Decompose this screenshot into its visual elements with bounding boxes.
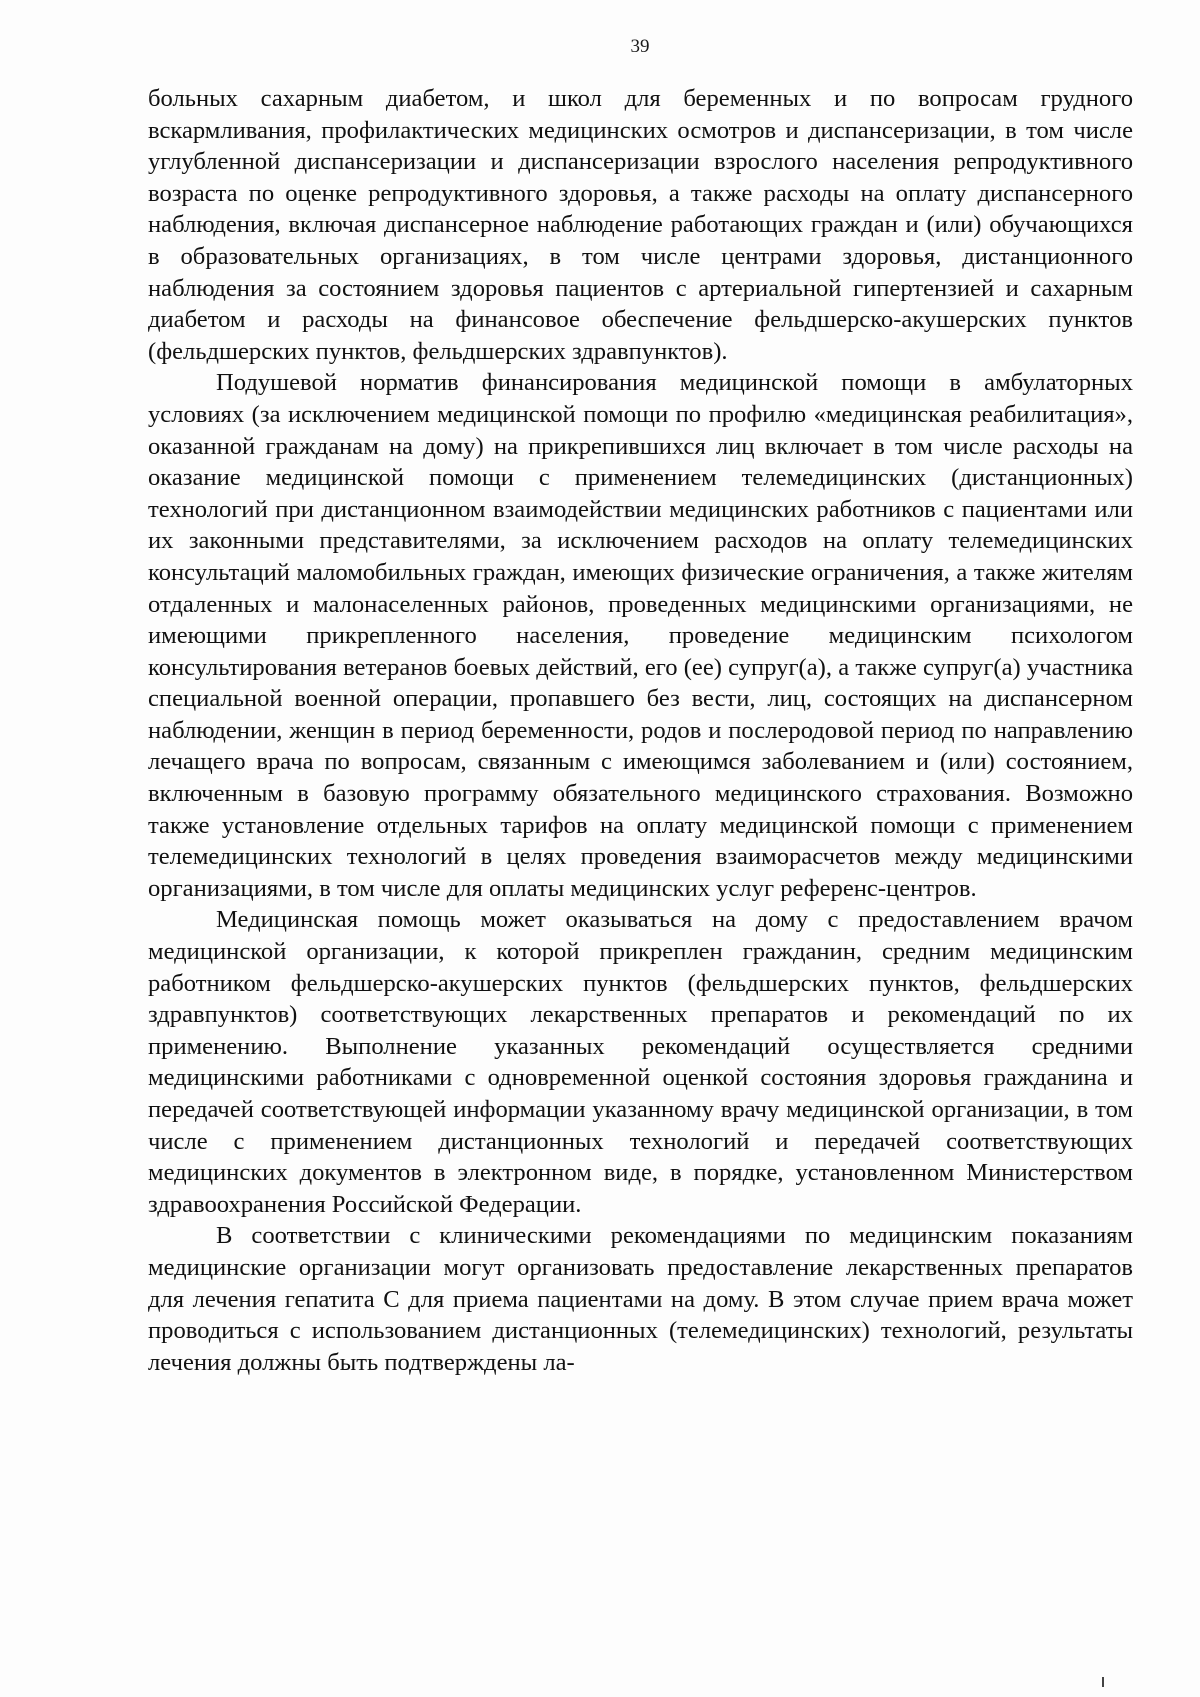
scan-mark xyxy=(1102,1677,1104,1687)
page-number: 39 xyxy=(630,36,650,57)
paragraph-1: больных сахарным диабетом, и школ для беременных и по вопросам грудного вскармливания, профилактических медицинских осмотров и диспансеризации, в том числе углубленной диспансеризации и диспансеризации взрослого населения репродуктивного возраста по оценке репродуктивного здоровья, а также расходы на оплату диспансерного наблюдения, включая диспансерное наблюдение работающих граждан и (или) обучающихся в образовательных организациях, в том числе центрами здоровья, дистанционного наблюдения за состоянием здоровья пациентов с артериальной гипертензией и сахарным диабетом и расходы на финансовое обеспечение фельдшерско-акушерских пунктов (фельдшерских пунктов, фельдшерских здравпунктов). xyxy=(148,85,1133,365)
document-body xyxy=(148,83,1133,1378)
paragraph-4: В соответствии с клиническими рекомендациями по медицинским показаниям медицинские организации могут организовать предоставление лекарственных препаратов для лечения гепатита С для приема пациентами на дому. В этом случае прием врача может проводиться с использованием дистанционных (телемедицинских) технологий, результаты лечения должны быть подтверждены ла- xyxy=(148,1222,1133,1376)
paragraph-3: Медицинская помощь может оказываться на дому с предоставлением врачом медицинской организации, к которой прикреплен гражданин, средним медицинским работником фельдшерско-акушерских пунктов (фельдшерских пунктов, фельдшерских здравпунктов) соответствующих лекарственных препаратов и рекомендаций по их применению. Выполнение указанных рекомендаций осуществляется средними медицинскими работниками с одновременной оценкой состояния здоровья гражданина и передачей соответствующей информации указанному врачу медицинской организации, в том числе с применением дистанционных технологий и передачей соответствующих медицинских документов в электронном виде, в порядке, установленном Министерством здравоохранения Российской Федерации. xyxy=(148,906,1133,1218)
paragraph-2: Подушевой норматив финансирования медицинской помощи в амбулаторных условиях (за исключением медицинской помощи по профилю «медицинская реабилитация», оказанной гражданам на дому) на прикрепившихся лиц включает в том числе расходы на оказание медицинской помощи с применением телемедицинских (дистанционных) технологий при дистанционном взаимодействии медицинских работников с пациентами или их законными представителями, за исключением расходов на оплату телемедицинских консультаций маломобильных граждан, имеющих физические ограничения, а также жителям отдаленных и малонаселенных районов, проведенных медицинскими организациями, не имеющими прикрепленного населения, проведение медицинским психологом консультирования ветеранов боевых действий, его (ее) супруг(а), а также супруг(а) участника специальной военной операции, пропавшего без вести, лиц, состоящих на диспансерном наблюдении, женщин в период беременности, родов и послеродовой период по направлению лечащего врача по вопросам, связанным с имеющимся заболеванием и (или) состоянием, включенным в базовую программу обязательного медицинского страхования. Возможно также установление отдельных тарифов на оплату медицинской помощи с применением телемедицинских технологий в целях проведения взаиморасчетов между медицинскими организациями, в том числе для оплаты медицинских услуг референс-центров. xyxy=(148,369,1133,902)
